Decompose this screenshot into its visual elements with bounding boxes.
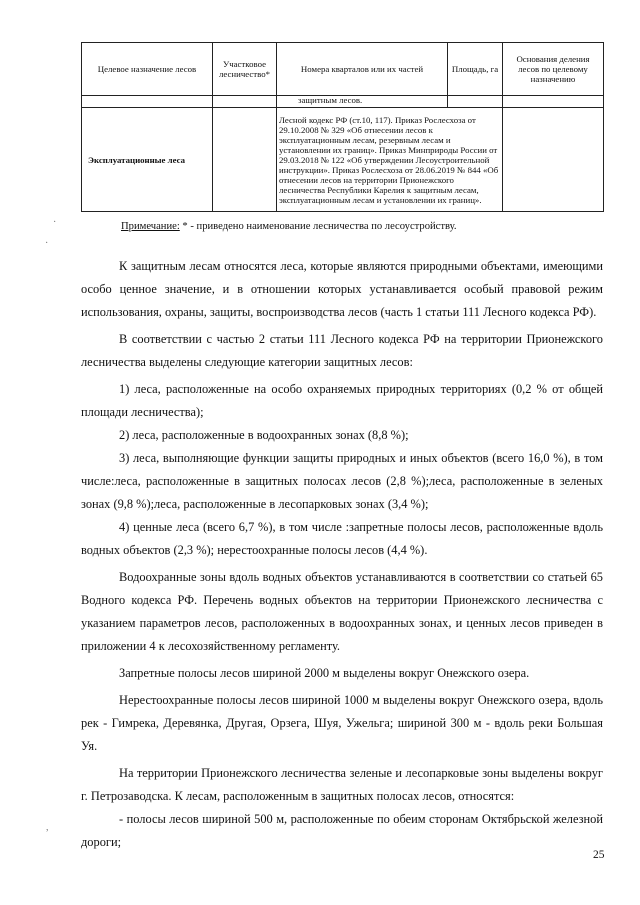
cell-exploitation-basis: Лесной кодекс РФ (ст.10, 117). Приказ Рослесхоза от 29.10.2008 № 329 «Об отнесении лесов к эксплуатационным лесам, резервным лесам и установлении их границ». Приказ Минприроды России от 29.03.2018 № 122 «Об утверждении Лесоустроительной инструкции». Приказ Рослесхоза от 28.06.2019 № 844 «Об отнесении лесов на территории Прионежского лесничества Республики Карелия к защитным лесам, эксплуатационным лесам и установлении их границ».: [277, 108, 503, 212]
paragraph: Нерестоохранные полосы лесов шириной 1000 м выделены вокруг Онежского озера, вдоль рек - Гимрека, Деревянка, Другая, Орзега, Шуя, Ужельга; шириной 300 м - вдоль реки Большая Уя.: [81, 693, 603, 753]
paragraph: Водоохранные зоны вдоль водных объектов устанавливаются в соответствии со статьей 65 Водного кодекса РФ. Перечень водных объектов на территории Прионежского лесничества с указанием параметров лесов, расположенных в водоохранных зонах, и ценных лесов приведен в приложении 4 к лесохозяйственному регламенту.: [81, 570, 603, 653]
cell-exploitation-extra: [503, 108, 604, 212]
paragraph: К защитным лесам относятся леса, которые являются природными объектами, имеющими особо ценное значение, и в отношении которых устанавливается особый правовой режим использования, охраны, защиты, воспроизводства лесов (часть 1 статьи 111 Лесного кодекса РФ).: [81, 259, 603, 319]
header-forestry: Участковое лесничество*: [213, 43, 277, 96]
table-header-row: [82, 43, 604, 96]
body-text: [81, 255, 603, 854]
paragraph: 4) ценные леса (всего 6,7 %), в том числе :запретные полосы лесов, расположенные вдоль водных объектов (2,3 %); нерестоохранные полосы лесов (4,4 %).: [81, 520, 603, 557]
table-row-exploitation: [82, 108, 604, 212]
paragraph: На территории Прионежского лесничества зеленые и лесопарковые зоны выделены вокруг г. Петрозаводска. К лесам, расположенным в защитных полосах лесов, относятся:: [81, 766, 603, 803]
forest-purpose-table: [81, 42, 604, 212]
scan-mark: ,: [46, 822, 49, 833]
header-basis: Основания деления лесов по целевому назначению: [503, 43, 604, 96]
scan-mark: ·: [53, 217, 57, 228]
paragraph: 1) леса, расположенные на особо охраняемых природных территориях (0,2 % от общей площади лесничества);: [81, 382, 603, 419]
scan-mark: ·: [45, 238, 49, 249]
paragraph: Запретные полосы лесов шириной 2000 м выделены вокруг Онежского озера.: [119, 666, 530, 680]
header-quarters: Номера кварталов или их частей: [277, 43, 448, 96]
cell-continuation-basis: защитным лесов.: [298, 95, 363, 105]
header-area: Площадь, га: [448, 43, 503, 96]
note-text: * - приведено наименование лесничества по лесоустройству.: [179, 221, 457, 232]
header-purpose: Целевое назначение лесов: [82, 43, 213, 96]
paragraph: В соответствии с частью 2 статьи 111 Лесного кодекса РФ на территории Прионежского лесничества выделены следующие категории защитных лесов:: [81, 332, 603, 369]
note-label: Примечание:: [121, 221, 180, 232]
paragraph: 2) леса, расположенные в водоохранных зонах (8,8 %);: [119, 428, 409, 442]
table-note: [121, 221, 457, 232]
cell-exploitation-forestry: [213, 108, 277, 212]
page-number: 25: [593, 849, 605, 861]
cell-exploitation-purpose: Эксплуатационные леса: [82, 108, 213, 212]
paragraph: 3) леса, выполняющие функции защиты природных и иных объектов (всего 16,0 %), в том числе:леса, расположенные в защитных полосах лесов (2,8 %);леса, расположенные в зеленых зонах (9,8 %);леса, расположенные в лесопарковых зонах (3,4 %);: [81, 451, 603, 511]
paragraph: - полосы лесов шириной 500 м, расположенные по обеим сторонам Октябрьской железной дороги;: [81, 812, 603, 849]
